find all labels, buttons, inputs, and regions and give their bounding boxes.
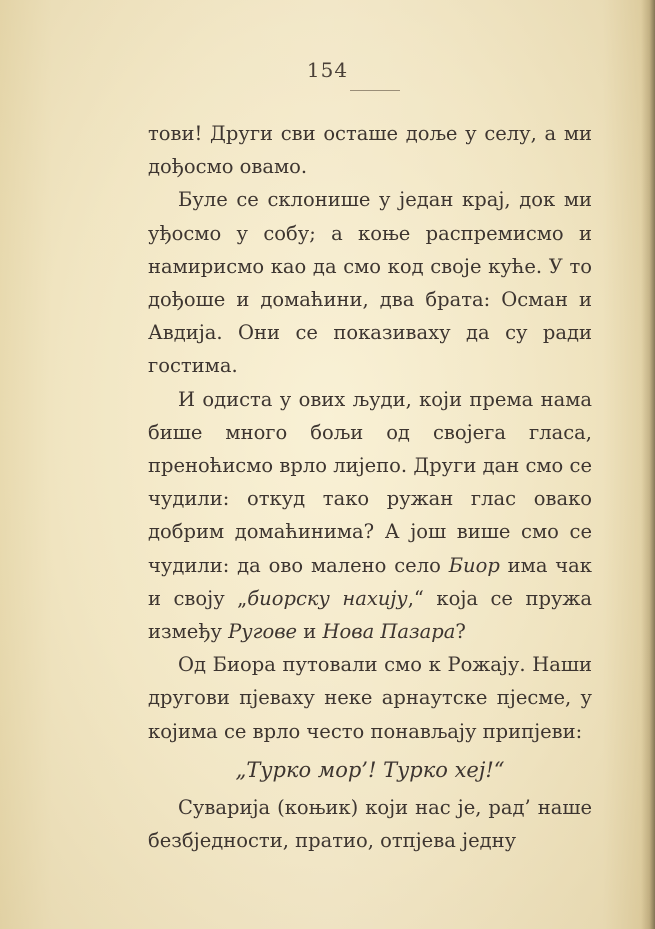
italic-place-name: Ругове [228,620,298,644]
page-number: 154 [306,58,349,82]
italic-place-name: Биор [448,553,500,577]
italic-phrase: биорску нахију [247,586,408,610]
text-run: ,“ која се пружа између [148,586,592,644]
text-run: ? [455,620,466,644]
paragraph [148,791,592,857]
text-run: има чак и своју „ [148,553,592,610]
page-edge-shadow [641,0,655,929]
text-run: „Турко мор’! Турко хеј!“ [235,757,505,782]
body-text [148,117,592,857]
text-run: Буле се склонише у један крај, док ми уђосмо у собу; а коње распремисмо и намирисмо као да смо код своје куће. У то дођоше и домаћини, два брата: Осман и Авдија. Они се показиваху да су ради гостима. [148,188,592,378]
page-number-rule [350,90,400,91]
paragraph [148,117,592,183]
text-run: тови! Други сви осташе доље у селу, а ми дођосмо овамо. [148,122,592,179]
song-refrain [148,748,592,791]
italic-place-name: Нова Пазара [322,620,456,644]
paragraph [148,648,592,748]
text-run: Суварија (коњик) који нас је, рад’ наше безбједности, пратио, отпјева једну [148,796,592,853]
text-run: Од Биора путовали смо к Рожају. Наши другови пјеваху неке арнаутске пјесме, у којима се врло често понављају припјеви: [148,653,592,743]
text-run: и [297,620,323,644]
paragraph [148,383,592,649]
paragraph [148,183,592,382]
text-run: И одиста у ових људи, који према нама бише много бољи од својега гласа, преноћисмо врло лијепо. Други дан смо се чудили: откуд тако ружан глас овако добрим домаћинима? А још више смо се чудили: да ово малено село [148,387,592,577]
